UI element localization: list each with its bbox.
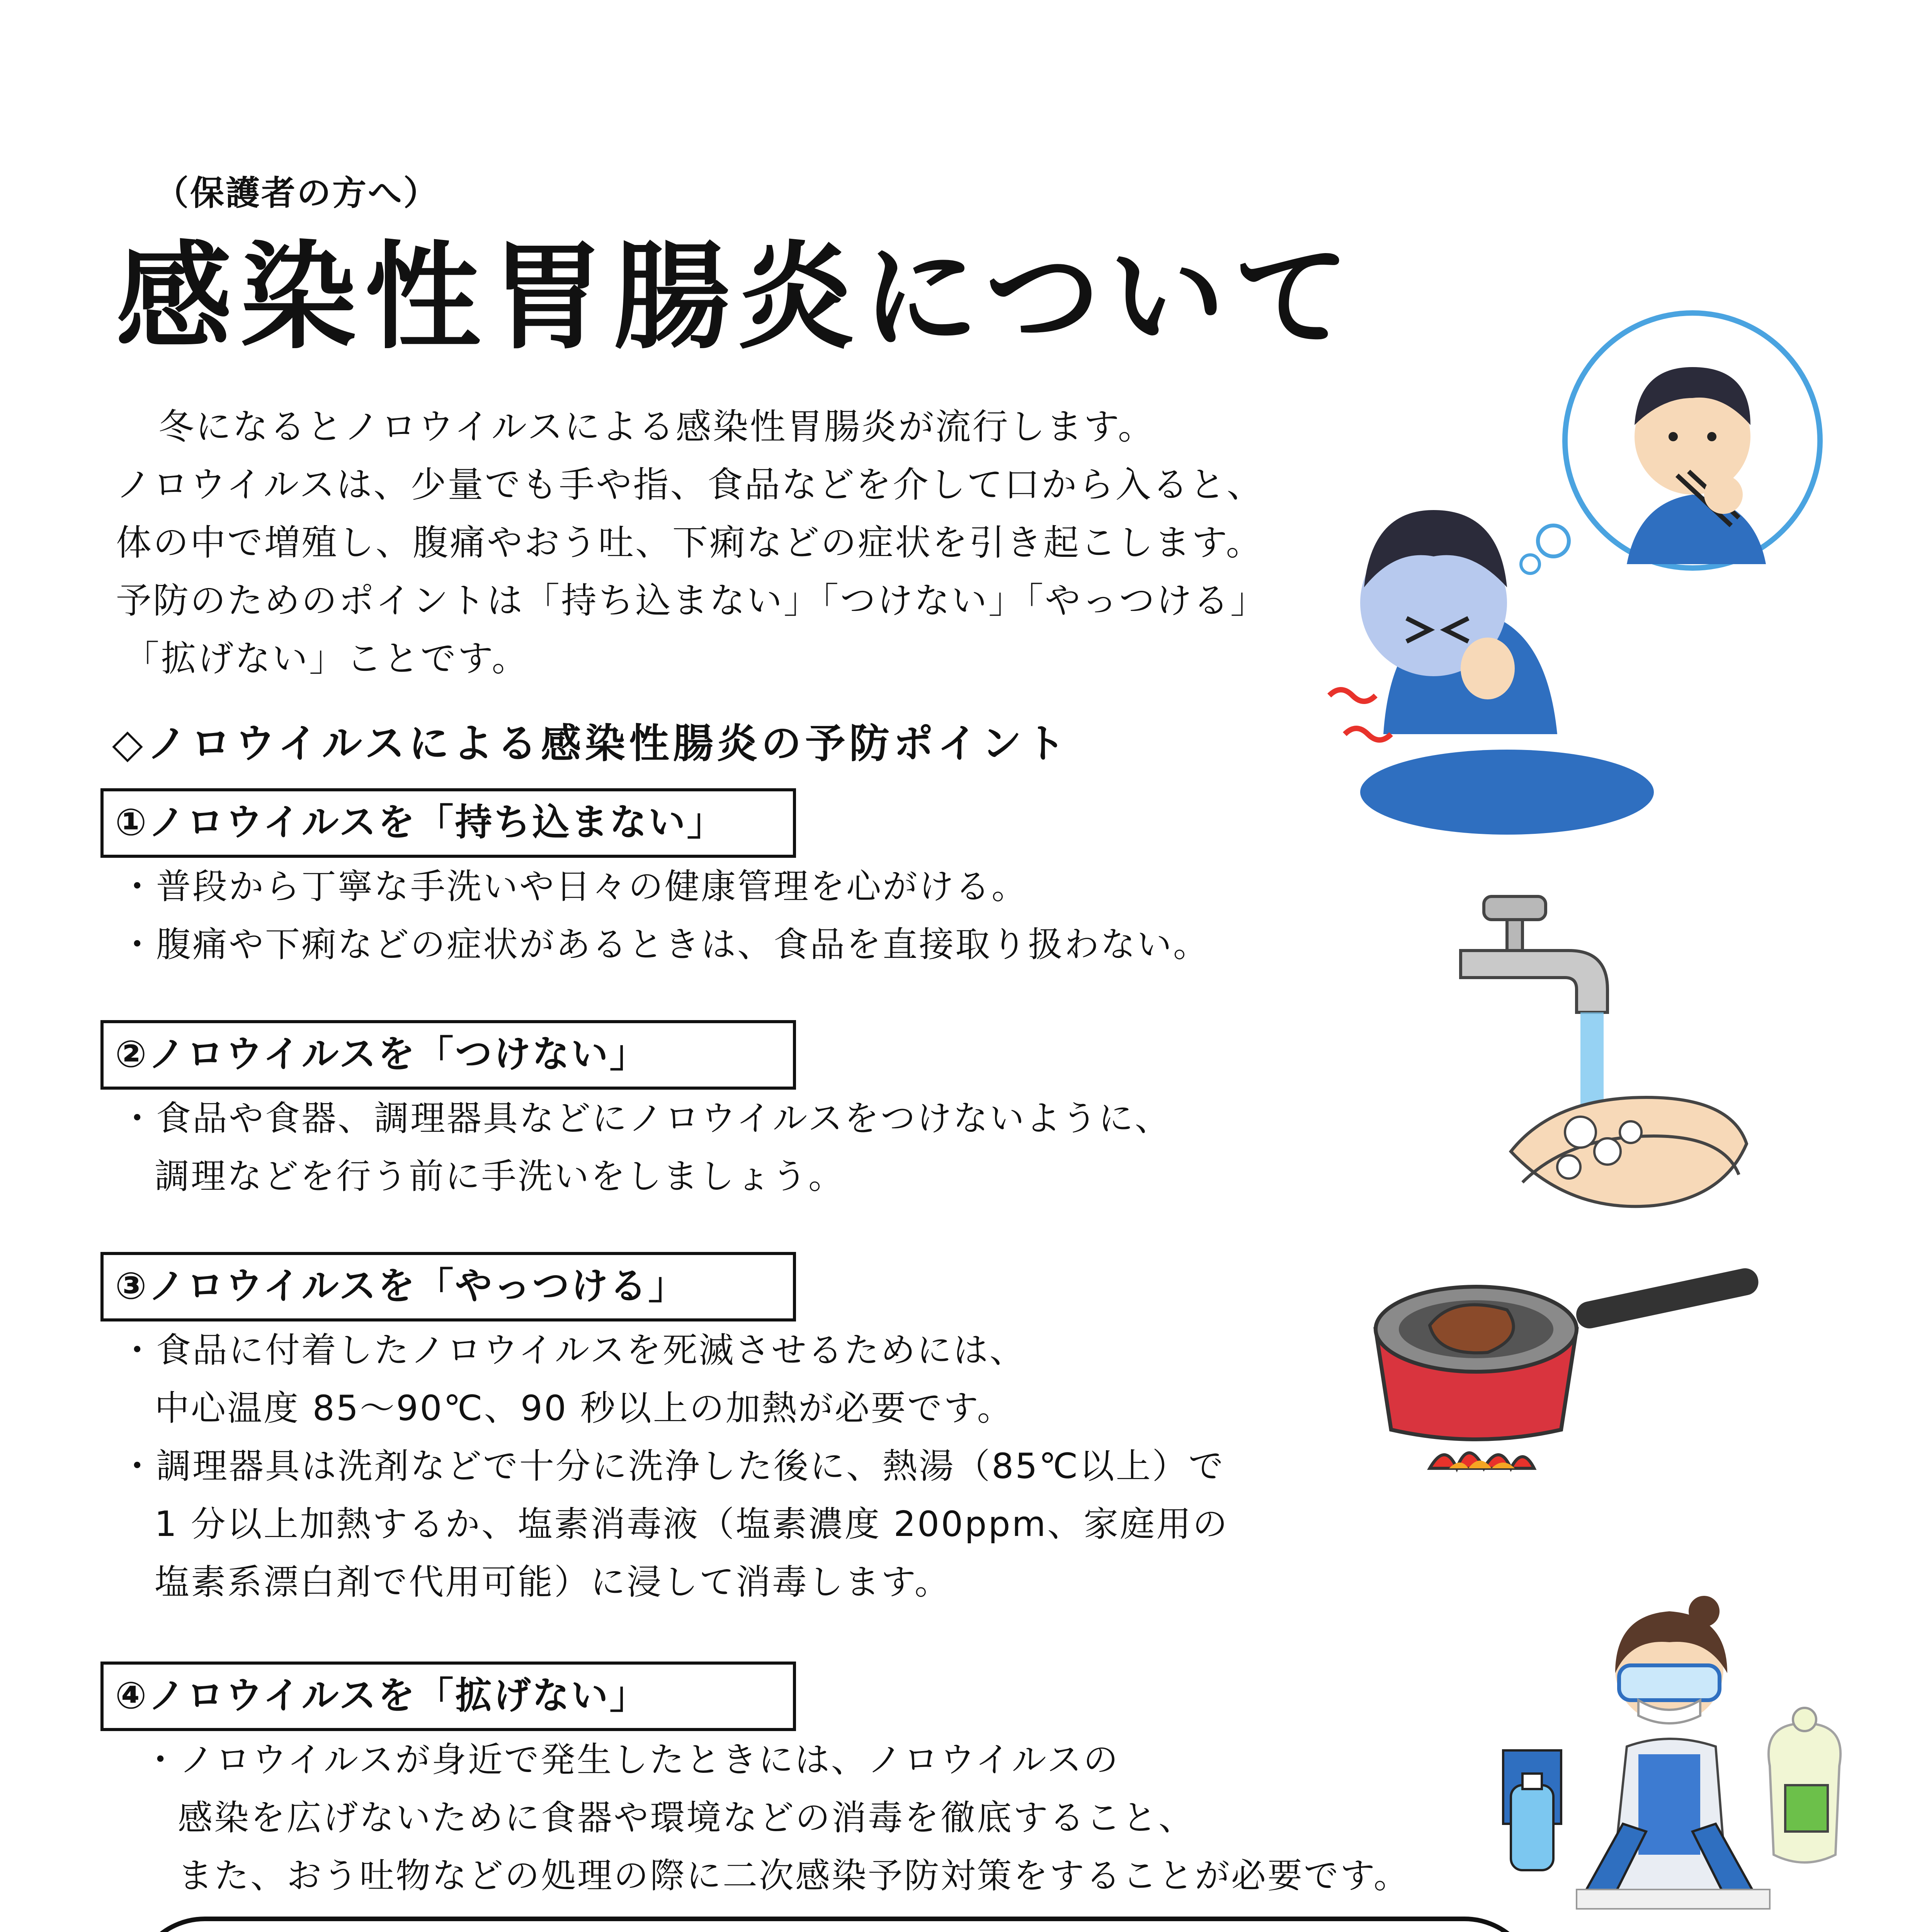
- handwashing-faucet-icon: [1453, 881, 1801, 1244]
- cleanup-worker-ppe-icon: [1499, 1584, 1866, 1924]
- intro-paragraph: [116, 398, 1267, 688]
- point-line: ・食品や食器、調理器具などにノロウイルスをつけないように、: [120, 1098, 1171, 1139]
- point-1-heading: ①ノロウイルスを「持ち込まない」: [100, 788, 796, 858]
- point-line: また、おう吐物などの処理の際に二次感染予防対策をすることが必要です。: [178, 1855, 1410, 1896]
- point-line: ・普段から丁寧な手洗いや日々の健康管理を心がける。: [120, 866, 1028, 907]
- point-line: 塩素系漂白剤で代用可能）に浸して消毒します。: [155, 1562, 951, 1602]
- vomit-handling-box: [131, 1917, 1538, 1932]
- sick-child-eating-icon: [1306, 309, 1839, 850]
- section-heading: ◇ノロウイルスによる感染性腸炎の予防ポイント: [112, 720, 1070, 767]
- point-2-body: [120, 1090, 1171, 1206]
- intro-line: 冬になるとノロウイルスによる感染性胃腸炎が流行します。: [158, 406, 1155, 447]
- point-line: ・ノロウイルスが身近で発生したときには、ノロウイルスの: [143, 1740, 1120, 1780]
- recipient-label: （保護者の方へ）: [155, 173, 439, 213]
- intro-line: ノロウイルスは、少量でも手や指、食品などを介して口から入ると、: [116, 464, 1264, 505]
- point-line: 1 分以上加熱するか、塩素消毒液（塩素濃度 200ppm、家庭用の: [155, 1504, 1229, 1544]
- intro-line: 体の中で増殖し、腹痛やおう吐、下痢などの症状を引き起こします。: [116, 522, 1263, 563]
- point-line: ・食品に付着したノロウイルスを死滅させるためには、: [120, 1330, 1026, 1371]
- point-line: 調理などを行う前に手洗いをしましょう。: [155, 1156, 845, 1197]
- point-line: ・腹痛や下痢などの症状があるときは、食品を直接取り扱わない。: [120, 924, 1209, 965]
- intro-line: 予防のためのポイントは「持ち込まない」「つけない」「やっつける」: [116, 580, 1268, 621]
- point-3-body: [120, 1321, 1229, 1611]
- point-2-heading: ②ノロウイルスを「つけない」: [100, 1020, 796, 1090]
- frying-pan-heating-icon: [1360, 1267, 1778, 1515]
- point-3-heading: ③ノロウイルスを「やっつける」: [100, 1252, 796, 1321]
- page-title: 感染性胃腸炎について: [116, 230, 1358, 365]
- point-4-body: [143, 1731, 1410, 1905]
- intro-line: 「拡げない」ことです。: [124, 638, 529, 679]
- point-line: 感染を広げないために食器や環境などの消毒を徹底すること、: [178, 1798, 1195, 1838]
- point-line: 中心温度 85～90℃、90 秒以上の加熱が必要です。: [155, 1388, 1014, 1429]
- point-line: ・調理器具は洗剤などで十分に洗浄した後に、熱湯（85℃以上）で: [120, 1446, 1225, 1486]
- point-4-heading: ④ノロウイルスを「拡げない」: [100, 1662, 796, 1731]
- point-1-body: [120, 858, 1209, 974]
